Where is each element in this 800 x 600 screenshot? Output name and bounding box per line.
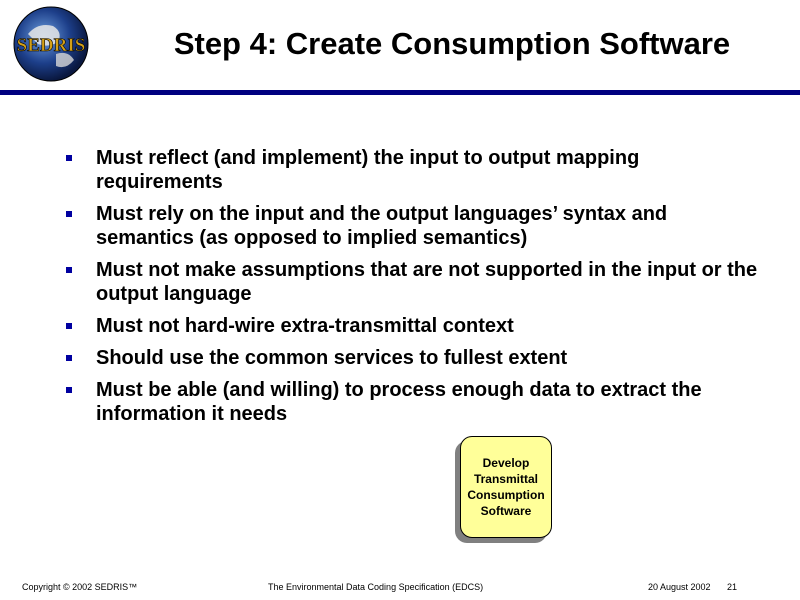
footer-copyright: Copyright © 2002 SEDRIS™ bbox=[22, 582, 138, 592]
bullet-text: Must be able (and willing) to process enough data to extract the information it needs bbox=[96, 379, 702, 425]
square-bullet-icon bbox=[66, 267, 72, 273]
process-box-line: Consumption bbox=[467, 488, 545, 502]
sedris-logo bbox=[8, 4, 94, 84]
list-item bbox=[60, 378, 760, 426]
footer-document-title: The Environmental Data Coding Specification (EDCS) bbox=[268, 582, 484, 592]
bullet-text: Must not make assumptions that are not supported in the input or the output language bbox=[96, 259, 758, 305]
list-item bbox=[60, 146, 760, 194]
square-bullet-icon bbox=[66, 323, 72, 329]
slide-title: Step 4: Create Consumption Software bbox=[173, 26, 731, 61]
list-item bbox=[60, 202, 760, 250]
process-box-line: Transmittal bbox=[473, 472, 538, 486]
develop-software-process-box bbox=[460, 436, 552, 538]
bullet-text: Must reflect (and implement) the input to output mapping requirements bbox=[96, 147, 640, 193]
list-item bbox=[60, 258, 760, 306]
logo-text: SEDRIS bbox=[16, 35, 86, 56]
list-item bbox=[60, 314, 760, 338]
square-bullet-icon bbox=[66, 211, 72, 217]
square-bullet-icon bbox=[66, 355, 72, 361]
process-box-line: Develop bbox=[482, 456, 530, 470]
bullet-text: Must not hard-wire extra-transmittal context bbox=[96, 315, 514, 337]
list-item bbox=[60, 346, 760, 370]
square-bullet-icon bbox=[66, 155, 72, 161]
footer-date: 20 August 2002 bbox=[648, 582, 711, 592]
page-number: 21 bbox=[727, 582, 738, 592]
globe-icon bbox=[8, 4, 94, 84]
bullet-text: Should use the common services to fullest extent bbox=[96, 347, 568, 369]
bullet-list bbox=[60, 146, 760, 434]
square-bullet-icon bbox=[66, 387, 72, 393]
bullet-text: Must rely on the input and the output languages’ syntax and semantics (as opposed to implied semantics) bbox=[96, 203, 668, 249]
process-box-line: Software bbox=[480, 504, 532, 518]
title-divider bbox=[0, 90, 800, 95]
